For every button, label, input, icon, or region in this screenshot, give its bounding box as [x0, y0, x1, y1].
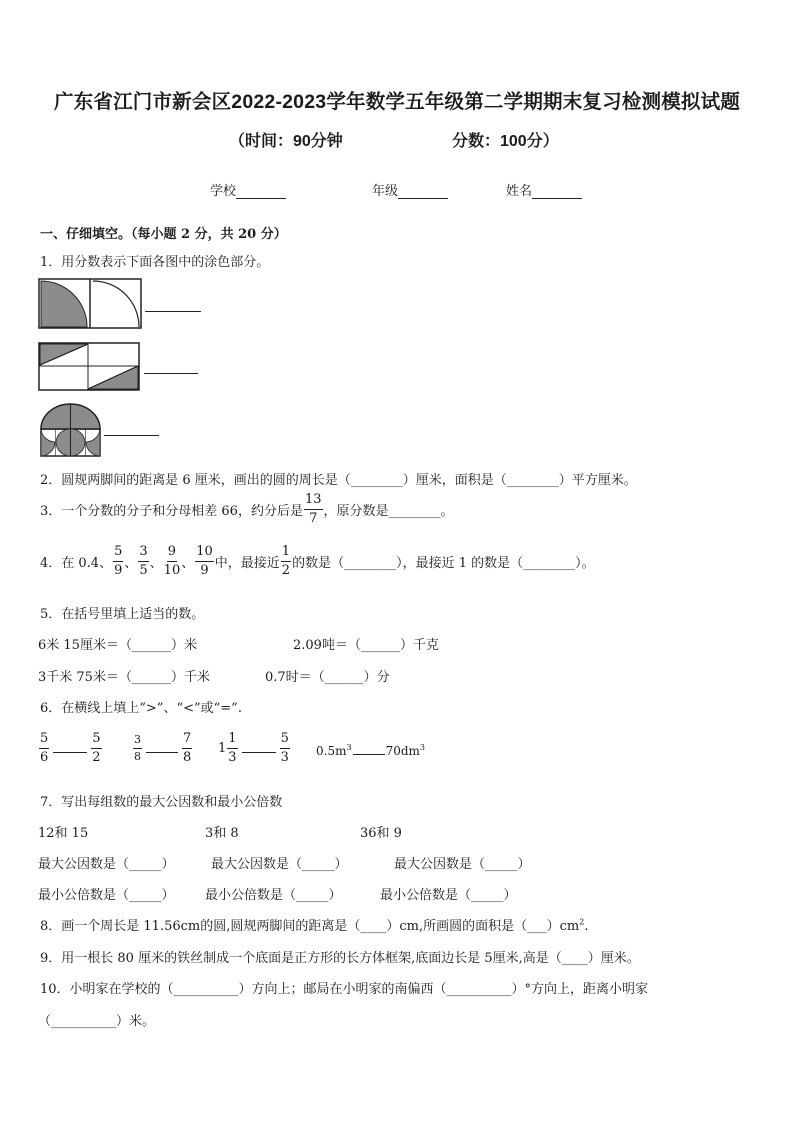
answer-blank-fig3[interactable] — [104, 435, 159, 436]
school-label: 学校 — [210, 184, 237, 199]
q7-gcd-2: 最大公因数是（_____） — [211, 857, 348, 872]
fraction-denominator: 2 — [92, 749, 101, 765]
fraction-denominator: 3 — [280, 749, 289, 765]
q5-item-c: 3千米 75米＝（______）千米 — [38, 670, 210, 685]
compare-blank[interactable] — [353, 746, 385, 755]
name-label: 姓名 — [506, 184, 533, 199]
fraction-7-8 — [182, 732, 192, 764]
exponent: 2 — [579, 917, 585, 927]
school-field[interactable] — [210, 180, 286, 199]
question-6: 6．在横线上填上“>”、“<”或“=”. — [40, 701, 242, 716]
fraction-numerator: 7 — [182, 732, 192, 749]
compare-blank[interactable] — [242, 744, 276, 753]
q8-text-post: . — [584, 919, 589, 934]
fraction-numerator: 5 — [113, 545, 123, 562]
fraction-denominator: 7 — [309, 510, 318, 526]
fraction-3-8 — [133, 734, 142, 762]
fraction-numerator: 13 — [304, 493, 323, 510]
q6-pair-2 — [132, 732, 193, 764]
fraction-denominator: 10 — [163, 562, 181, 578]
grade-label: 年级 — [372, 184, 399, 199]
question-10-line-1: 10．小明家在学校的（__________）方向上；邮局在小明家的南偏西（__________）°方向上，距离小明家 — [40, 982, 649, 997]
question-4 — [40, 545, 595, 577]
exam-time: （时间：90分钟 — [229, 133, 343, 150]
q7-group-3: 36和 9 — [360, 826, 402, 841]
fraction-numerator: 1 — [281, 545, 291, 562]
fraction-numerator: 1 — [227, 732, 237, 749]
compare-blank[interactable] — [53, 744, 87, 753]
q7-lcm-1: 最小公倍数是（_____） — [38, 888, 175, 903]
figure-3-semicircle-square — [38, 402, 104, 458]
volume-a: 0.5m — [316, 744, 347, 758]
fraction-1-2 — [281, 545, 291, 577]
volume-b: 70dm — [385, 744, 420, 758]
q4-text-mid: 中，最接近 — [214, 555, 280, 571]
q7-lcm-2: 最小公倍数是（_____） — [205, 888, 342, 903]
fraction-5-9 — [113, 545, 123, 577]
fraction-numerator: 3 — [133, 734, 142, 749]
question-7: 7．写出每组数的最大公因数和最小公倍数 — [40, 795, 283, 810]
fraction-5-6 — [39, 732, 49, 764]
q7-lcm-3: 最小公倍数是（_____） — [380, 888, 517, 903]
fraction-numerator: 5 — [91, 732, 101, 749]
school-blank[interactable] — [236, 184, 286, 199]
fraction-5-2 — [91, 732, 101, 764]
fraction-10-9 — [195, 545, 214, 577]
page-title: 广东省江门市新会区2022-2023学年数学五年级第二学期期末复习检测模拟试题 — [53, 91, 741, 113]
compare-blank[interactable] — [146, 744, 178, 753]
question-8 — [40, 915, 588, 934]
q5-item-b: 2.09吨＝（______）千克 — [293, 638, 439, 653]
q7-group-2: 3和 8 — [205, 826, 239, 841]
q6-pair-1 — [38, 732, 103, 764]
separator: 、 — [181, 555, 195, 571]
question-5: 5．在括号里填上适当的数。 — [40, 607, 205, 622]
q6-pair-4 — [316, 743, 425, 758]
fraction-denominator: 8 — [134, 749, 141, 763]
separator: 、 — [149, 555, 163, 571]
question-3 — [40, 493, 454, 525]
fraction-numerator: 3 — [138, 545, 148, 562]
fraction-3-5 — [138, 545, 148, 577]
question-10-line-2: （__________）米。 — [38, 1014, 156, 1029]
grade-field[interactable] — [372, 180, 448, 199]
fraction-numerator: 5 — [39, 732, 49, 749]
fraction-denominator: 6 — [40, 749, 49, 765]
question-9: 9．用一根长 80 厘米的铁丝制成一个底面是正方形的长方体框架,底面边长是 5厘米,高是（____）厘米。 — [40, 951, 640, 966]
q8-text-pre: 8．画一个周长是 11.56cm的圆,圆规两脚间的距离是（____）cm,所画圆的面积是（___）cm — [40, 919, 580, 934]
fraction-5-3 — [280, 732, 290, 764]
q4-text-post: 的数是（________），最接近 1 的数是（________）。 — [292, 555, 595, 571]
answer-blank-fig2[interactable] — [144, 373, 198, 374]
fraction-denominator: 8 — [183, 749, 192, 765]
fraction-13-7 — [304, 493, 323, 525]
q7-group-1: 12和 15 — [38, 826, 89, 841]
exponent: 3 — [346, 743, 352, 752]
q3-text-pre: 3．一个分数的分子和分母相差 66，约分后是 — [40, 503, 303, 519]
name-blank[interactable] — [532, 184, 582, 199]
fraction-1-3 — [227, 732, 237, 764]
q4-text-pre: 4．在 0.4、 — [40, 555, 113, 571]
fraction-numerator: 10 — [195, 545, 214, 562]
q7-gcd-3: 最大公因数是（_____） — [394, 857, 531, 872]
grade-blank[interactable] — [398, 184, 448, 199]
separator: 、 — [124, 555, 138, 571]
fraction-denominator: 9 — [200, 562, 209, 578]
fraction-denominator: 5 — [139, 562, 148, 578]
fraction-numerator: 9 — [167, 545, 177, 562]
q7-gcd-1: 最大公因数是（_____） — [38, 857, 175, 872]
q5-item-d: 0.7时＝（______）分 — [265, 670, 390, 685]
fraction-9-10 — [164, 545, 181, 577]
exam-score: 分数：100分） — [452, 133, 559, 150]
question-1: 1．用分数表示下面各图中的涂色部分。 — [40, 255, 270, 270]
question-2: 2．圆规两脚间的距离是 6 厘米，画出的圆的周长是（________）厘米，面积是（________）平方厘米。 — [40, 473, 637, 488]
q5-item-a: 6米 15厘米＝（______）米 — [38, 638, 197, 653]
figure-2-rectangle-triangles — [38, 342, 142, 392]
exponent: 3 — [419, 743, 425, 752]
fraction-denominator: 3 — [228, 749, 237, 765]
fraction-numerator: 5 — [280, 732, 290, 749]
fraction-denominator: 9 — [114, 562, 123, 578]
q3-text-post: ，原分数是________。 — [323, 503, 454, 519]
section-heading: 一、仔细填空。（每小题 2 分，共 20 分） — [40, 227, 287, 242]
name-field[interactable] — [506, 180, 582, 199]
fraction-denominator: 2 — [281, 562, 291, 578]
q6-pair-3 — [218, 732, 291, 764]
mixed-whole: 1 — [218, 740, 227, 756]
answer-blank-fig1[interactable] — [145, 311, 201, 312]
figure-1-quarter-circles — [38, 278, 144, 330]
